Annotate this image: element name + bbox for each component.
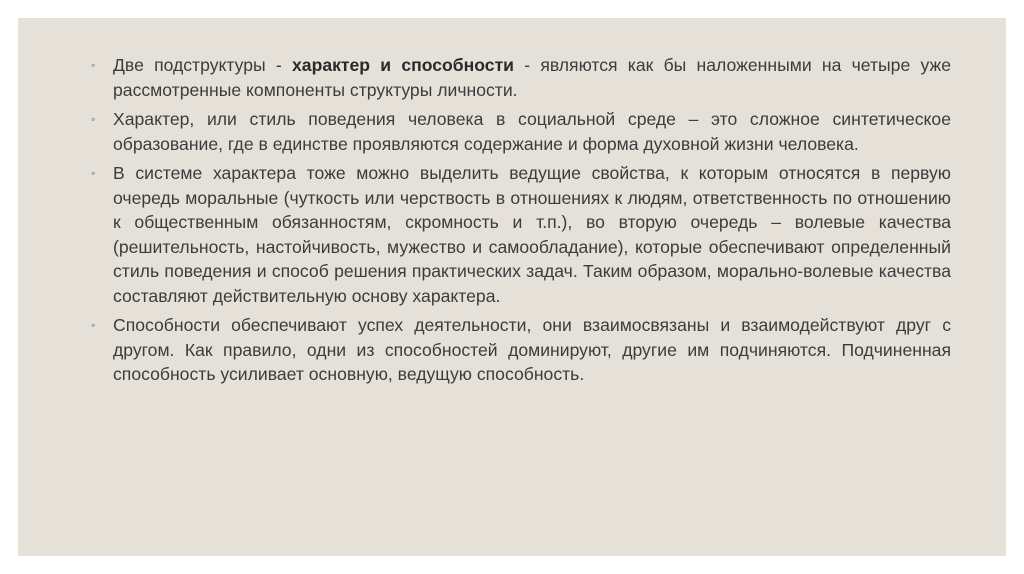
bullet-marker: ◦ bbox=[91, 318, 96, 332]
slide bbox=[18, 18, 1006, 556]
bullet-text: Способности обеспечивают успех деятельности, они взаимосвязаны и взаимодействуют друг с другом. Как правило, одни из способностей доминируют, другие им подчиняются. Подчиненная способность усиливает основную, ведущую способность. bbox=[113, 315, 951, 384]
bullet-marker: ◦ bbox=[91, 166, 96, 180]
bullet-item-4 bbox=[91, 313, 951, 387]
bullet-text-pre: Две подструктуры - bbox=[113, 55, 292, 75]
bullet-list bbox=[91, 53, 951, 392]
bullet-item-3 bbox=[91, 161, 951, 308]
bullet-text: Характер, или стиль поведения человека в социальной среде – это сложное синтетическое образование, где в единстве проявляются содержание и форма духовной жизни человека. bbox=[113, 109, 951, 154]
bullet-text-bold: характер и способности bbox=[292, 55, 515, 75]
bullet-item-2 bbox=[91, 107, 951, 156]
bullet-text-post: - являются как бы наложенными на четыре уже рассмотренные компоненты структуры личности. bbox=[113, 55, 952, 100]
bullet-text: В системе характера тоже можно выделить ведущие свойства, к которым относятся в первую очередь моральные (чуткость или черствость в отношениях к людям, ответственность по отношению к общественным обязанностям, скромность и т.п.), во вторую очередь – волевые качества (решительность, настойчивость, мужество и самообладание), которые обеспечивают определенный стиль поведения и способ решения практических задач. Таким образом, морально-волевые качества составляют действительную основу характера. bbox=[113, 163, 951, 306]
bullet-item-1 bbox=[91, 53, 951, 102]
bullet-marker: ◦ bbox=[91, 58, 96, 72]
bullet-marker: ◦ bbox=[91, 112, 96, 126]
